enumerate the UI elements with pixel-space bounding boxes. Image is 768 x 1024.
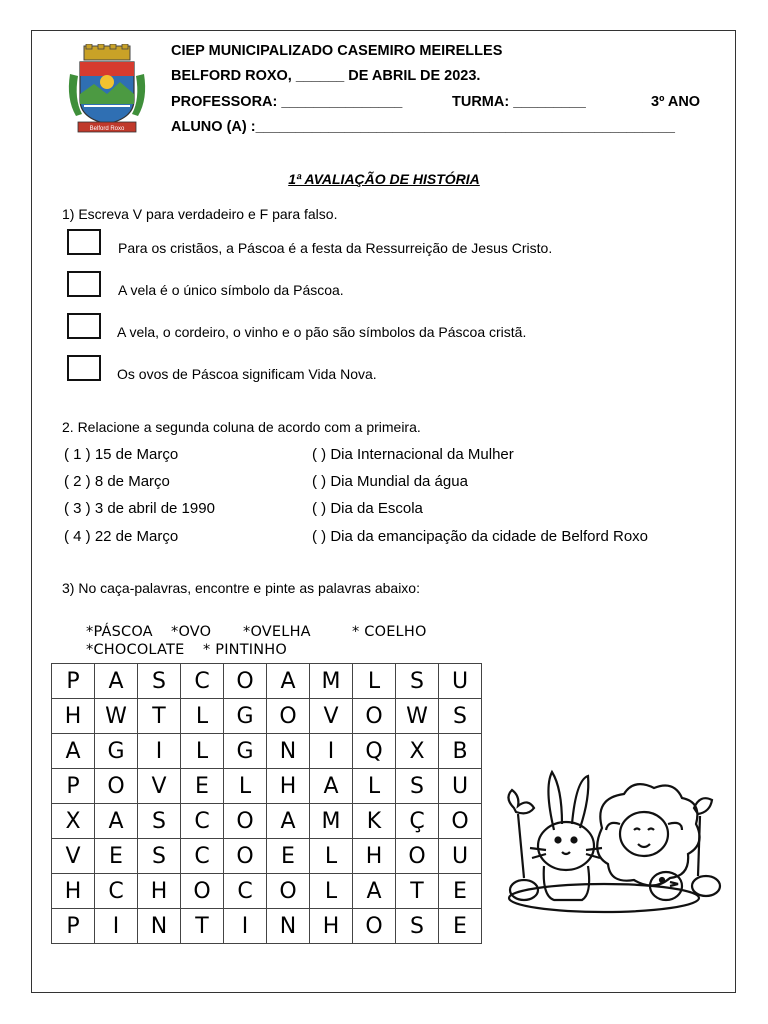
grid-cell[interactable]: E — [267, 839, 310, 874]
grid-cell[interactable]: P — [52, 664, 95, 699]
word-ovelha: *OVELHA — [243, 624, 311, 640]
grid-cell[interactable]: L — [310, 874, 353, 909]
grid-cell[interactable]: C — [181, 664, 224, 699]
grid-cell[interactable]: I — [224, 909, 267, 944]
page-title: 1ª AVALIAÇÃO DE HISTÓRIA — [288, 171, 480, 187]
q1-statement-1: Para os cristãos, a Páscoa é a festa da Ressurreição de Jesus Cristo. — [118, 240, 553, 256]
grid-cell[interactable]: W — [95, 699, 138, 734]
grid-cell[interactable]: L — [224, 769, 267, 804]
grid-row — [52, 664, 482, 699]
grid-cell[interactable]: O — [396, 839, 439, 874]
word-coelho: * COELHO — [352, 624, 427, 640]
grid-cell[interactable]: M — [310, 664, 353, 699]
grid-cell[interactable]: S — [396, 664, 439, 699]
grid-cell[interactable]: U — [439, 664, 482, 699]
grid-cell[interactable]: E — [439, 874, 482, 909]
date-line: BELFORD ROXO, ______ DE ABRIL DE 2023. — [171, 68, 481, 84]
grid-row — [52, 734, 482, 769]
grid-cell[interactable]: Ç — [396, 804, 439, 839]
grid-cell[interactable]: I — [310, 734, 353, 769]
grid-cell[interactable]: N — [267, 909, 310, 944]
school-name: CIEP MUNICIPALIZADO CASEMIRO MEIRELLES — [171, 43, 503, 59]
grid-cell[interactable]: V — [310, 699, 353, 734]
q1-statement-4: Os ovos de Páscoa significam Vida Nova. — [117, 366, 377, 382]
word-chocolate: *CHOCOLATE — [86, 642, 185, 658]
q2-right-2[interactable]: ( ) Dia Mundial da água — [312, 473, 468, 490]
grid-row — [52, 909, 482, 944]
grid-cell[interactable]: H — [52, 874, 95, 909]
grid-cell[interactable]: O — [95, 769, 138, 804]
grid-cell[interactable]: L — [181, 734, 224, 769]
q2-right-1[interactable]: ( ) Dia Internacional da Mulher — [312, 446, 514, 463]
grid-cell[interactable]: N — [138, 909, 181, 944]
word-search-grid — [51, 663, 482, 944]
q2-right-3[interactable]: ( ) Dia da Escola — [312, 500, 423, 517]
grid-cell[interactable]: V — [138, 769, 181, 804]
q1-statement-2: A vela é o único símbolo da Páscoa. — [118, 282, 344, 298]
grid-cell[interactable]: A — [95, 664, 138, 699]
grid-cell[interactable]: S — [396, 769, 439, 804]
grid-cell[interactable]: A — [95, 804, 138, 839]
grid-row — [52, 804, 482, 839]
grid-cell[interactable]: Q — [353, 734, 396, 769]
crest-caption: Belford Roxo — [89, 126, 125, 132]
grid-cell[interactable]: O — [353, 699, 396, 734]
grid-cell[interactable]: T — [138, 699, 181, 734]
grid-cell[interactable]: X — [396, 734, 439, 769]
grid-cell[interactable]: T — [181, 909, 224, 944]
grid-cell[interactable]: O — [267, 874, 310, 909]
grid-cell[interactable]: O — [439, 804, 482, 839]
grid-cell[interactable]: K — [353, 804, 396, 839]
grid-cell[interactable]: W — [396, 699, 439, 734]
q1-prompt: 1) Escreva V para verdadeiro e F para falso. — [62, 206, 338, 222]
q3-prompt: 3) No caça-palavras, encontre e pinte as palavras abaixo: — [62, 580, 420, 596]
answer-box-3[interactable] — [67, 313, 101, 339]
grid-cell[interactable]: N — [267, 734, 310, 769]
q1-statement-3: A vela, o cordeiro, o vinho e o pão são símbolos da Páscoa cristã. — [117, 324, 527, 340]
grid-cell[interactable]: O — [181, 874, 224, 909]
grid-cell[interactable]: S — [138, 664, 181, 699]
word-ovo: *OVO — [171, 624, 212, 640]
teacher-field[interactable]: PROFESSORA: _______________ — [171, 94, 403, 110]
grid-cell[interactable]: C — [181, 839, 224, 874]
grid-cell[interactable]: A — [267, 664, 310, 699]
grid-cell[interactable]: U — [439, 769, 482, 804]
grid-cell[interactable]: H — [138, 874, 181, 909]
grid-cell[interactable]: A — [353, 874, 396, 909]
grid-cell[interactable]: G — [224, 734, 267, 769]
student-field[interactable]: ALUNO (A) :____________________________________________________ — [171, 119, 675, 135]
grid-cell[interactable]: S — [439, 699, 482, 734]
grid-cell[interactable]: S — [396, 909, 439, 944]
grid-cell[interactable]: H — [52, 699, 95, 734]
grid-row — [52, 769, 482, 804]
grid-cell[interactable]: U — [439, 839, 482, 874]
grid-cell[interactable]: G — [95, 734, 138, 769]
q2-left-1: ( 1 ) 15 de Março — [64, 446, 179, 463]
q2-left-3: ( 3 ) 3 de abril de 1990 — [64, 500, 215, 517]
grid-cell[interactable]: P — [52, 909, 95, 944]
grid-cell[interactable]: L — [181, 699, 224, 734]
grid-cell[interactable]: A — [267, 804, 310, 839]
grid-cell[interactable]: E — [95, 839, 138, 874]
grid-cell[interactable]: L — [310, 839, 353, 874]
grid-cell[interactable]: I — [95, 909, 138, 944]
grid-cell[interactable]: I — [138, 734, 181, 769]
grid-cell[interactable]: B — [439, 734, 482, 769]
answer-box-4[interactable] — [67, 355, 101, 381]
grid-cell[interactable]: H — [353, 839, 396, 874]
word-pascoa: *PÁSCOA — [86, 624, 153, 640]
grade-label: 3º ANO — [651, 94, 701, 110]
grid-cell[interactable]: G — [224, 699, 267, 734]
grid-cell[interactable]: C — [224, 874, 267, 909]
grid-cell[interactable]: S — [138, 839, 181, 874]
grid-cell[interactable]: O — [353, 909, 396, 944]
grid-cell[interactable]: S — [138, 804, 181, 839]
q2-right-4[interactable]: ( ) Dia da emancipação da cidade de Belford Roxo — [312, 528, 649, 545]
grid-cell[interactable]: T — [396, 874, 439, 909]
grid-cell[interactable]: P — [52, 769, 95, 804]
q2-left-2: ( 2 ) 8 de Março — [64, 473, 170, 490]
grid-cell[interactable]: C — [181, 804, 224, 839]
answer-box-2[interactable] — [67, 271, 101, 297]
grid-cell[interactable]: O — [224, 664, 267, 699]
q2-left-4: ( 4 ) 22 de Março — [64, 528, 179, 545]
grid-cell[interactable]: L — [353, 664, 396, 699]
class-field[interactable]: TURMA: _________ — [452, 94, 586, 110]
grid-row — [52, 874, 482, 909]
grid-cell[interactable]: O — [224, 804, 267, 839]
grid-cell[interactable]: C — [95, 874, 138, 909]
grid-cell[interactable]: E — [439, 909, 482, 944]
grid-cell[interactable]: E — [181, 769, 224, 804]
grid-cell[interactable]: O — [224, 839, 267, 874]
grid-cell[interactable]: M — [310, 804, 353, 839]
grid-cell[interactable]: L — [353, 769, 396, 804]
municipal-crest-icon — [62, 44, 152, 136]
q2-prompt: 2. Relacione a segunda coluna de acordo com a primeira. — [62, 419, 421, 435]
grid-cell[interactable]: A — [52, 734, 95, 769]
grid-row — [52, 839, 482, 874]
grid-cell[interactable]: X — [52, 804, 95, 839]
grid-cell[interactable]: O — [267, 699, 310, 734]
grid-row — [52, 699, 482, 734]
easter-animals-illustration — [484, 768, 724, 918]
answer-box-1[interactable] — [67, 229, 101, 255]
word-pintinho: * PINTINHO — [203, 642, 288, 658]
grid-cell[interactable]: A — [310, 769, 353, 804]
grid-cell[interactable]: H — [267, 769, 310, 804]
grid-cell[interactable]: V — [52, 839, 95, 874]
grid-cell[interactable]: H — [310, 909, 353, 944]
